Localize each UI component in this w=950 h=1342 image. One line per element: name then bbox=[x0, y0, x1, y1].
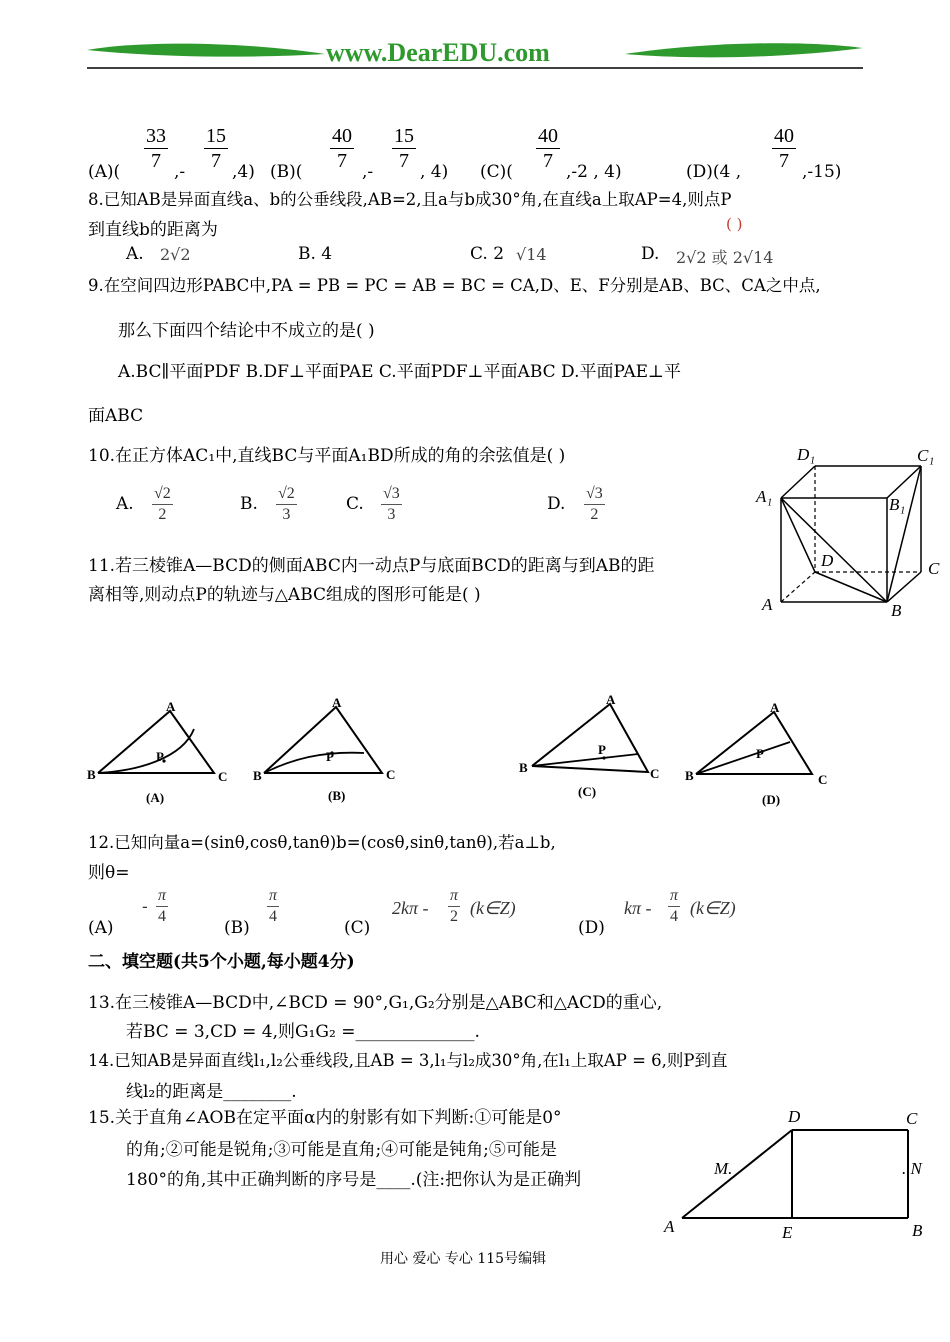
cube-label-d: D bbox=[821, 551, 834, 570]
q7-frac-b1: $\frac{40}{7}$ bbox=[332, 125, 352, 172]
q12-option-c: (C) bbox=[344, 918, 371, 938]
q7-option-d-tail: ,-15) bbox=[802, 162, 842, 182]
q13-line1: 13.在三棱锥A—BCD中,∠BCD = 90°,G₁,G₂分别是△ABC和△ACD的重心, bbox=[88, 993, 663, 1013]
q10-option-b: B. bbox=[240, 494, 258, 514]
q8-line2: 到直线b的距离为 bbox=[88, 220, 218, 240]
q15-line3: 180°的角,其中正确判断的序号是____.(注:把你认为是正确判 bbox=[126, 1170, 582, 1190]
q11-d-pt-p: P bbox=[756, 746, 764, 761]
q7-frac-a2: $\frac{15}{7}$ bbox=[206, 125, 226, 172]
q10-option-c: C. bbox=[346, 494, 364, 514]
q11-figure-c bbox=[516, 692, 676, 808]
q7-frac-d: $\frac{40}{7}$ bbox=[774, 125, 794, 172]
q11-figure-a bbox=[86, 695, 246, 811]
q11-c-pt-b: B bbox=[519, 760, 528, 775]
q11-a-pt-b: B bbox=[87, 767, 96, 782]
q14-line2: 线l₂的距离是________. bbox=[126, 1082, 297, 1102]
q12-option-a: (A) bbox=[88, 918, 114, 938]
q14-line1: 14.已知AB是异面直线l₁,l₂公垂线段,且AB = 3,l₁与l₂成30°角,在l₁上取AP = 6,则P到直 bbox=[88, 1051, 728, 1070]
q11-caption-d: (D) bbox=[762, 792, 781, 807]
q11-a-pt-p: P bbox=[156, 749, 164, 764]
q12-option-a-sign: - bbox=[142, 897, 148, 917]
q10-option-b-value: $\frac{√2}{3}$ bbox=[278, 485, 295, 523]
q13-answer-blank[interactable]: ______________ bbox=[355, 1022, 475, 1042]
q10-text: 10.在正方体AC₁中,直线BC与平面A₁BD所成的角的余弦值是( ) bbox=[88, 446, 566, 466]
q11-figure-b bbox=[252, 693, 412, 809]
q8-option-c-value: √14 bbox=[516, 245, 547, 264]
q7-frac-a1: $\frac{33}{7}$ bbox=[146, 125, 166, 172]
cube-label-c1: C₁ bbox=[917, 446, 935, 465]
cube-label-d1: D₁ bbox=[797, 445, 816, 464]
q10-option-a: A. bbox=[116, 494, 134, 514]
q10-option-a-value: $\frac{√2}{2}$ bbox=[154, 485, 171, 523]
q9-line4: 面ABC bbox=[88, 406, 144, 426]
q7-option-a-label: (A)( bbox=[88, 162, 121, 182]
q11-b-pt-c: C bbox=[386, 767, 396, 782]
cube-label-b: B bbox=[891, 601, 902, 620]
q15-line2: 的角;②可能是锐角;③可能是直角;④可能是钝角;⑤可能是 bbox=[126, 1140, 557, 1160]
q11-d-pt-a: A bbox=[770, 700, 780, 715]
q15-fig-label-a: A bbox=[664, 1217, 675, 1236]
q12-line2: 则θ= bbox=[88, 863, 130, 883]
q15-answer-blank[interactable]: ____ bbox=[376, 1170, 411, 1190]
q8-line1: 8.已知AB是异面直线a、b的公垂线段,AB=2,且a与b成30°角,在直线a上取AP=4,则点P bbox=[88, 190, 732, 209]
q12-option-b: (B) bbox=[224, 918, 250, 938]
q11-caption-b: (B) bbox=[328, 788, 346, 803]
q11-a-pt-a: A bbox=[166, 699, 176, 714]
q8-option-d: D. bbox=[641, 244, 660, 264]
q15-fig-label-b: B bbox=[912, 1221, 923, 1240]
q15-fig-label-m: M. bbox=[714, 1159, 733, 1178]
q9-line1: 9.在空间四边形PABC中,PA = PB = PC = AB = BC = CA,D、E、F分别是AB、BC、CA之中点, bbox=[88, 276, 821, 295]
q7-sep-a: ,- bbox=[174, 162, 186, 182]
q11-d-pt-b: B bbox=[685, 768, 694, 783]
q8-option-d-value: 2√2 或 2√14 bbox=[676, 248, 774, 267]
q11-c-pt-a: A bbox=[606, 692, 616, 707]
q12-option-d-pre: kπ - bbox=[624, 898, 652, 918]
q15-fig-label-c: C bbox=[906, 1109, 918, 1128]
cube-label-b1: B₁ bbox=[889, 495, 906, 514]
q7-option-b-tail: , 4) bbox=[420, 162, 449, 182]
cube-label-a1: A₁ bbox=[756, 487, 773, 506]
q15-line1: 15.关于直角∠AOB在定平面α内的射影有如下判断:①可能是0° bbox=[88, 1108, 562, 1128]
q11-a-pt-c: C bbox=[218, 769, 228, 784]
q11-caption-c: (C) bbox=[578, 784, 597, 799]
q7-option-a-tail: ,4) bbox=[232, 162, 255, 182]
q7-option-c-tail: ,-2 , 4) bbox=[566, 162, 622, 182]
q11-line1: 11.若三棱锥A—BCD的侧面ABC内一动点P与底面BCD的距离与到AB的距 bbox=[88, 556, 655, 576]
q11-c-pt-p: P bbox=[598, 742, 606, 757]
page-footer: 用心 爱心 专心 115号编辑 bbox=[380, 1251, 547, 1267]
q11-d-pt-c: C bbox=[818, 772, 828, 787]
q15-fig-label-d: D bbox=[788, 1107, 801, 1126]
q8-option-a: A. bbox=[126, 244, 144, 264]
q7-frac-b2: $\frac{15}{7}$ bbox=[394, 125, 414, 172]
q11-b-pt-a: A bbox=[332, 695, 342, 710]
cube-label-a: A bbox=[762, 595, 773, 614]
q12-option-c-frac: $\frac{\pi}{2}$ bbox=[450, 887, 459, 925]
cube-label-c: C bbox=[928, 559, 940, 578]
q12-option-c-pre: 2kπ - bbox=[392, 898, 429, 918]
q7-option-d-label: (D)(4 , bbox=[686, 162, 742, 182]
q12-option-d: (D) bbox=[578, 918, 605, 938]
q9-line2: 那么下面四个结论中不成立的是( ) bbox=[118, 321, 375, 341]
q11-b-pt-b: B bbox=[253, 768, 262, 783]
q12-option-d-post: (k∈Z) bbox=[690, 898, 736, 918]
section-title: 二、填空题(共5个小题,每小题4分) bbox=[88, 952, 355, 972]
q8-option-c: C. 2 bbox=[470, 244, 505, 264]
q12-option-b-value: $\frac{\pi}{4}$ bbox=[269, 887, 278, 925]
q12-line1: 12.已知向量a=(sinθ,cosθ,tanθ)b=(cosθ,sinθ,tanθ),若a⊥b, bbox=[88, 833, 556, 852]
q7-option-c-label: (C)( bbox=[480, 162, 513, 182]
cube-figure bbox=[755, 440, 945, 620]
site-logo: www.DearEDU.com bbox=[326, 38, 550, 67]
q7-frac-c: $\frac{40}{7}$ bbox=[538, 125, 558, 172]
q12-option-a-value: $\frac{\pi}{4}$ bbox=[158, 887, 167, 925]
q11-figure-d bbox=[684, 696, 844, 812]
q15-fig-label-n: . N bbox=[902, 1159, 922, 1178]
q9-options: A.BC∥平面PDF B.DF⊥平面PAE C.平面PDF⊥平面ABC D.平面PAE⊥平 bbox=[118, 362, 682, 382]
q8-option-b: B. 4 bbox=[298, 244, 333, 264]
q8-answer-paren: ( ) bbox=[726, 215, 743, 233]
q11-caption-a: (A) bbox=[146, 790, 165, 805]
q14-answer-blank[interactable]: ________ bbox=[223, 1082, 292, 1102]
q11-b-pt-p: P bbox=[326, 749, 334, 764]
q12-option-c-post: (k∈Z) bbox=[470, 898, 516, 918]
q11-c-pt-c: C bbox=[650, 766, 660, 781]
q15-fig-label-e: E bbox=[782, 1223, 793, 1242]
q10-option-d-value: $\frac{√3}{2}$ bbox=[586, 485, 603, 523]
q11-line2: 离相等,则动点P的轨迹与△ABC组成的图形可能是( ) bbox=[88, 585, 481, 605]
q7-option-b-label: (B)( bbox=[270, 162, 303, 182]
q10-option-d: D. bbox=[547, 494, 566, 514]
q8-option-a-value: 2√2 bbox=[160, 245, 191, 264]
q10-option-c-value: $\frac{√3}{3}$ bbox=[383, 485, 400, 523]
q15-figure bbox=[660, 1104, 940, 1244]
q12-option-d-frac: $\frac{\pi}{4}$ bbox=[670, 887, 679, 925]
q13-line2: 若BC = 3,CD = 4,则G₁G₂ =______________. bbox=[126, 1022, 480, 1042]
q7-sep-b: ,- bbox=[362, 162, 374, 182]
